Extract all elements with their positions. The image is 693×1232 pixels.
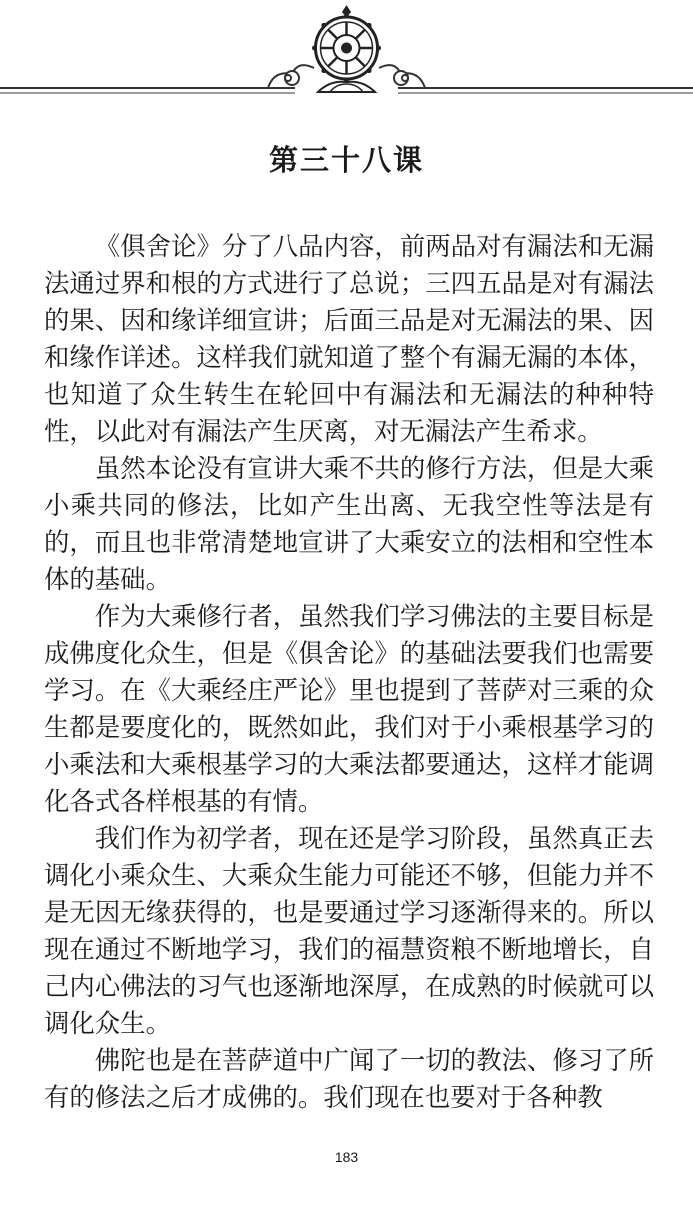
paragraph: 虽然本论没有宣讲大乘不共的修行方法，但是大乘小乘共同的修法，比如产生出离、无我空性等法是有的，而且也非常清楚地宣讲了大乘安立的法相和空性本体的基础。 <box>44 453 654 594</box>
chapter-title: 第三十八课 <box>268 143 424 177</box>
body-text <box>44 228 654 1116</box>
dharma-wheel-icon <box>312 6 381 92</box>
paragraph: 作为大乘修行者，虽然我们学习佛法的主要目标是成佛度化众生，但是《俱舍论》的基础法要我们也需要学习。在《大乘经庄严论》里也提到了菩萨对三乘的众生都是要度化的，既然如此，我们对于小乘根基学习的小乘法和大乘根基学习的大乘法都要通达，这样才能调化各式各样根基的有情。 <box>44 601 654 816</box>
cloud-scroll-left-icon <box>268 65 314 88</box>
paragraph: 我们作为初学者，现在还是学习阶段，虽然真正去调化小乘众生、大乘众生能力可能还不够，但能力并不是无因无缘获得的，也是要通过学习逐渐得来的。所以现在通过不断地学习，我们的福慧资粮不断地增长，自己内心佛法的习气也逐渐地深厚，在成熟的时候就可以调化众生。 <box>44 823 654 1038</box>
cloud-scroll-right-icon <box>379 65 425 88</box>
paragraph: 佛陀也是在菩萨道中广闻了一切的教法、修习了所有的修法之后才成佛的。我们现在也要对于各种教 <box>44 1045 654 1112</box>
header-ornament <box>0 0 693 110</box>
page-number: 183 <box>334 1149 359 1165</box>
paragraph: 《俱舍论》分了八品内容，前两品对有漏法和无漏法通过界和根的方式进行了总说；三四五品是对有漏法的果、因和缘详细宣讲；后面三品是对无漏法的果、因和缘作详述。这样我们就知道了整个有漏无漏的本体，也知道了众生转生在轮回中有漏法和无漏法的种种特性，以此对有漏法产生厌离，对无漏法产生希求。 <box>44 231 654 446</box>
